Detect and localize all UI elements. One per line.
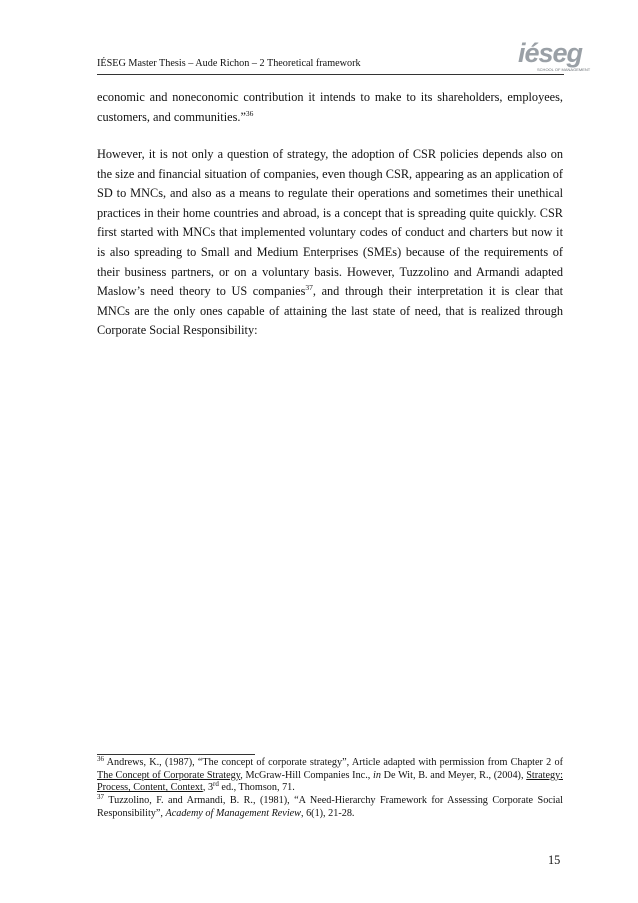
footnote-36-end: ed., Thomson, 71. (218, 782, 295, 794)
logo-subtext: SCHOOL OF MANAGEMENT (537, 67, 591, 72)
footnotes (97, 757, 563, 821)
footnote-36-book2-title: Strategy: Process, Content, Context (97, 769, 563, 794)
footnote-36-edition: , 3 (202, 782, 214, 794)
footnote-36-publisher: , McGraw-Hill Companies Inc., (240, 769, 374, 781)
running-header: IÉSEG Master Thesis – Aude Richon – 2 Theoretical framework (97, 58, 361, 69)
footnote-36-authors: De Wit, B. and Meyer, R., (2004), (380, 769, 527, 781)
footnote-37-number: 37 (97, 793, 104, 802)
footnote-37-text: Tuzzolino, F. and Armandi, B. R., (1981), “A Need-Hierarchy Framework for Assessing Corporate Social Responsibility”, (97, 795, 563, 819)
footnote-36-number: 36 (97, 755, 104, 763)
footnote-36-in: in (373, 769, 381, 781)
footnote-ref-37: 37 (305, 283, 313, 293)
paragraph-2-text-b: , and through their interpretation it is clear that MNCs are the only ones capable of attaining the last state of need, that is realized through Corporate Social Responsibility: (97, 284, 563, 338)
footnote-separator (97, 754, 255, 755)
paragraph-1-text: economic and noneconomic contribution it intends to make to its shareholders, employees, customers, and communities.” (97, 90, 563, 124)
footnote-ref-36: 36 (245, 108, 254, 118)
paragraph-continuation (97, 88, 563, 127)
footnote-36-book-title: The Concept of Corporate Strategy (97, 769, 241, 781)
header-divider (97, 74, 564, 75)
footnote-36-edition-sup: rd (213, 780, 219, 789)
footnote-37 (97, 795, 563, 820)
paragraph-2-text-a: However, it is not only a question of strategy, the adoption of CSR policies depends also on the size and financial situation of companies, even though CSR, appearing as an application of SD to MNCs, and also as a means to regulate their operations and sometimes their unethical practices in their home countries and abroad, is a concept that is spreading quite quickly. CSR first started with MNCs that implemented voluntary codes of conduct and charters but now it is also spreading to Small and Medium Enterprises (SMEs) because of the requirements of their business partners, or on a voluntary basis. However, Tuzzolino and Armandi adapted Maslow’s need theory to US companies (97, 147, 563, 299)
ieseg-logo (516, 36, 591, 74)
footnote-36 (97, 757, 563, 795)
footnote-37-end: , 6(1), 21-28. (300, 807, 355, 819)
paragraph-csr-strategy (97, 145, 563, 341)
footnote-37-journal: Academy of Management Review (165, 807, 301, 819)
logo-wordmark: iéseg (518, 38, 583, 68)
page-number: 15 (548, 853, 561, 867)
footnote-36-text: Andrews, K., (1987), “The concept of corporate strategy”, Article adapted with permission from Chapter 2 of (104, 757, 563, 768)
